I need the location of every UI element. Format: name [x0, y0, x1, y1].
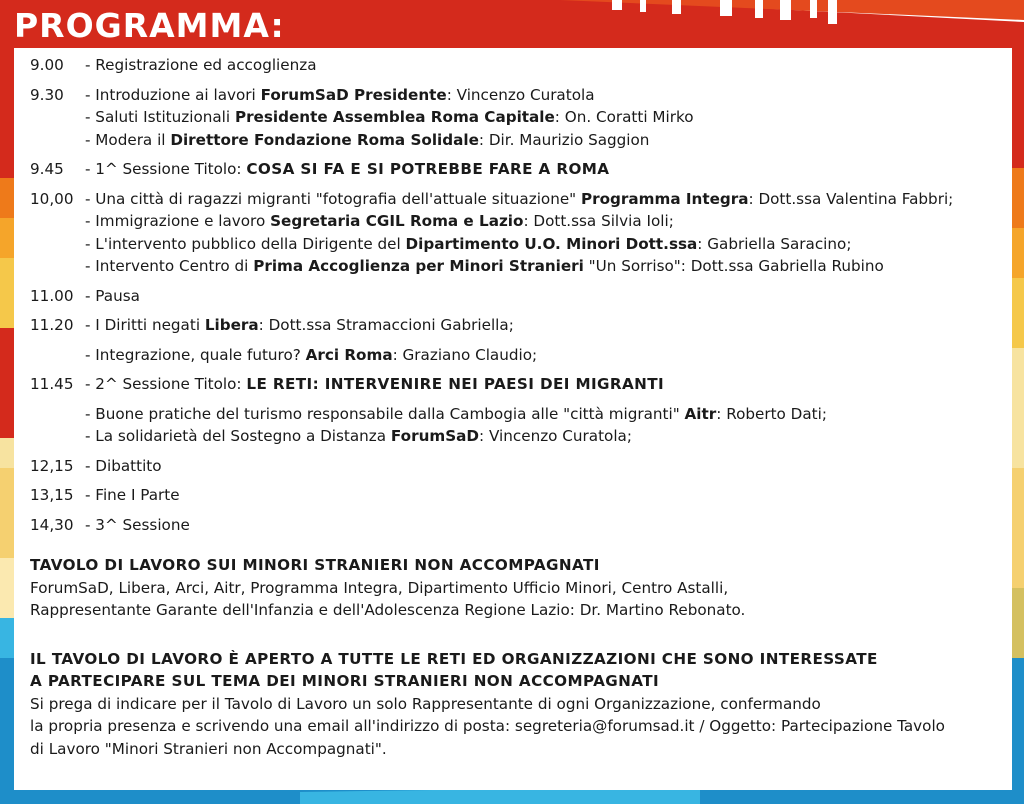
- organization-name: Libera: [204, 316, 259, 334]
- schedule-text: : On. Coratti Mirko: [554, 108, 694, 126]
- schedule-row: [30, 54, 1005, 77]
- schedule-line: [85, 255, 1005, 278]
- schedule-text: : Dir. Maurizio Saggion: [478, 130, 650, 149]
- schedule-time: 10,00: [30, 189, 74, 208]
- page-title: PROGRAMMA:: [14, 6, 285, 45]
- schedule-lines: [85, 84, 1005, 152]
- schedule-text: : Roberto Dati;: [716, 404, 827, 423]
- schedule-line: [85, 285, 1005, 308]
- schedule-line: [85, 210, 1005, 233]
- tavolo-title: TAVOLO DI LAVORO SUI MINORI STRANIERI NON ACCOMPAGNATI: [30, 556, 600, 574]
- schedule-text: "Un Sorriso": Dott.ssa Gabriella Rubino: [583, 257, 884, 275]
- schedule-line: [85, 188, 1005, 211]
- schedule-text: - Una città di ragazzi migranti "fotografia dell'attuale situazione": [85, 189, 581, 208]
- schedule-time: 14,30: [30, 515, 74, 534]
- schedule-time: [30, 344, 85, 367]
- schedule-row: [30, 514, 1005, 537]
- organization-name: Dipartimento U.O. Minori Dott.ssa: [405, 234, 698, 253]
- tavolo-line: ForumSaD, Libera, Arci, Aitr, Programma Integra, Dipartimento Ufficio Minori, Centro Astalli,: [30, 578, 729, 597]
- session-title: COSA SI FA E SI POTREBBE FARE A ROMA: [246, 160, 610, 178]
- organization-name: Aitr: [684, 404, 717, 423]
- organization-name: Arci Roma: [305, 345, 393, 364]
- organization-name: ForumSaD: [390, 427, 480, 445]
- schedule-row: [30, 344, 1005, 367]
- schedule-text: - Buone pratiche del turismo responsabile dalla Cambogia alle "città migranti": [85, 404, 685, 423]
- schedule-lines: [85, 514, 1005, 537]
- schedule-row: [30, 84, 1005, 152]
- schedule-text: - Registrazione ed accoglienza: [85, 56, 317, 74]
- schedule-line: [85, 129, 1005, 152]
- schedule-time: [30, 403, 85, 448]
- session-title: LE RETI: INTERVENIRE NEI PAESI DEI MIGRANTI: [246, 375, 665, 393]
- schedule-text: - Pausa: [85, 286, 140, 305]
- schedule-row: [30, 484, 1005, 507]
- organization-name: Prima Accoglienza per Minori Stranieri: [253, 257, 584, 275]
- program-content: [30, 54, 1005, 760]
- schedule-row: [30, 314, 1005, 337]
- schedule-line: [85, 106, 1005, 129]
- schedule-text: - I Diritti negati: [85, 316, 205, 334]
- schedule-lines: [85, 344, 1005, 367]
- schedule-line: [85, 233, 1005, 256]
- organization-name: Segretaria CGIL Roma e Lazio: [270, 212, 524, 230]
- schedule-text: - 1^ Sessione Titolo:: [85, 160, 247, 178]
- schedule-time: 9.00: [30, 56, 64, 74]
- program-panel: [14, 50, 1012, 790]
- schedule-text: - 2^ Sessione Titolo:: [85, 375, 247, 393]
- schedule-row: [30, 158, 1005, 181]
- schedule-line: [85, 455, 1005, 478]
- schedule-lines: [85, 484, 1005, 507]
- notice-line: Si prega di indicare per il Tavolo di Lavoro un solo Rappresentante di ogni Organizzazione, confermando: [30, 694, 821, 713]
- schedule-time: 9.45: [30, 160, 64, 178]
- schedule-lines: [85, 188, 1005, 278]
- tavolo-line: Rappresentante Garante dell'Infanzia e dell'Adolescenza Regione Lazio: Dr. Martino Rebonato.: [30, 601, 746, 619]
- schedule-text: - L'intervento pubblico della Dirigente del: [85, 234, 406, 253]
- notice-line: di Lavoro "Minori Stranieri non Accompagnati".: [30, 739, 387, 758]
- schedule-text: : Vincenzo Curatola: [446, 85, 595, 104]
- schedule-lines: [85, 455, 1005, 478]
- schedule-lines: [85, 373, 1005, 396]
- organization-name: Presidente Assemblea Roma Capitale: [234, 108, 555, 126]
- organization-name: Direttore Fondazione Roma Solidale: [170, 130, 479, 149]
- schedule-list: [30, 54, 1005, 536]
- schedule-time: 13,15: [30, 486, 74, 504]
- schedule-text: - Intervento Centro di: [85, 257, 254, 275]
- schedule-line: [85, 84, 1005, 107]
- schedule-text: : Dott.ssa Stramaccioni Gabriella;: [258, 316, 514, 334]
- organization-name: ForumSaD Presidente: [260, 85, 447, 104]
- schedule-line: [85, 373, 1005, 396]
- schedule-line: [85, 425, 1005, 448]
- schedule-time: 9.30: [30, 85, 64, 104]
- schedule-text: - Integrazione, quale futuro?: [85, 345, 306, 364]
- schedule-row: [30, 455, 1005, 478]
- notice-line: la propria presenza e scrivendo una email all'indirizzo di posta: segreteria@forumsad.it / Oggetto: Partecipazione Tavolo: [30, 717, 945, 735]
- schedule-text: - Modera il: [85, 130, 171, 149]
- schedule-text: : Dott.ssa Valentina Fabbri;: [748, 189, 954, 208]
- schedule-row: [30, 403, 1005, 448]
- schedule-time: 11.20: [30, 316, 74, 334]
- schedule-text: : Vincenzo Curatola;: [479, 427, 632, 445]
- notice-title-line: IL TAVOLO DI LAVORO È APERTO A TUTTE LE RETI ED ORGANIZZAZIONI CHE SONO INTERESSATE: [30, 649, 878, 668]
- schedule-lines: [85, 314, 1005, 337]
- schedule-line: [85, 54, 1005, 77]
- schedule-text: - Saluti Istituzionali: [85, 108, 235, 126]
- tavolo-section: [30, 554, 1005, 622]
- schedule-row: [30, 285, 1005, 308]
- schedule-text: : Graziano Claudio;: [392, 345, 538, 364]
- schedule-line: [85, 514, 1005, 537]
- schedule-time: 12,15: [30, 456, 74, 475]
- schedule-lines: [85, 403, 1005, 448]
- schedule-text: - Fine I Parte: [85, 486, 180, 504]
- schedule-text: - 3^ Sessione: [85, 515, 190, 534]
- schedule-row: [30, 373, 1005, 396]
- notice-title-line: A PARTECIPARE SUL TEMA DEI MINORI STRANIERI NON ACCOMPAGNATI: [30, 672, 660, 690]
- schedule-lines: [85, 158, 1005, 181]
- schedule-lines: [85, 54, 1005, 77]
- schedule-time: 11.00: [30, 286, 74, 305]
- schedule-text: - La solidarietà del Sostegno a Distanza: [85, 427, 391, 445]
- schedule-line: [85, 158, 1005, 181]
- schedule-text: : Gabriella Saracino;: [697, 234, 852, 253]
- schedule-line: [85, 484, 1005, 507]
- notice-section: [30, 648, 1005, 761]
- schedule-line: [85, 314, 1005, 337]
- schedule-text: : Dott.ssa Silvia Ioli;: [523, 212, 674, 230]
- schedule-lines: [85, 285, 1005, 308]
- schedule-line: [85, 403, 1005, 426]
- schedule-text: - Immigrazione e lavoro: [85, 212, 271, 230]
- schedule-text: - Introduzione ai lavori: [85, 85, 261, 104]
- schedule-row: [30, 188, 1005, 278]
- schedule-line: [85, 344, 1005, 367]
- schedule-time: 11.45: [30, 375, 74, 393]
- organization-name: Programma Integra: [581, 189, 749, 208]
- schedule-text: - Dibattito: [85, 456, 162, 475]
